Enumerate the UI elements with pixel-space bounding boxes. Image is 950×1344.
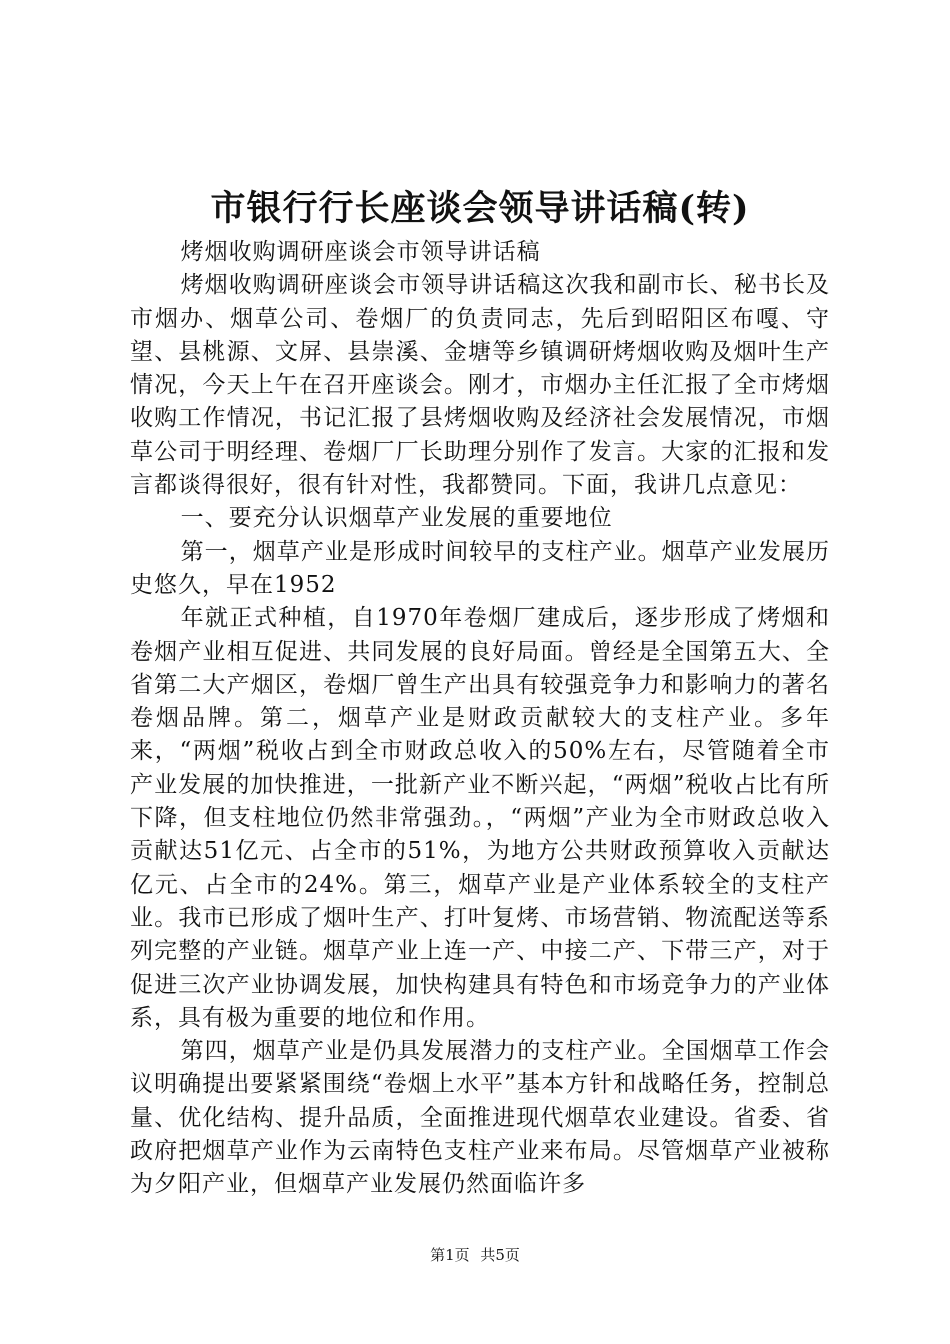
paragraph-fourth-point: 第四，烟草产业是仍具发展潜力的支柱产业。全国烟草工作会议明确提出要紧紧围绕“卷烟上水平”基本方针和战略任务，控制总量、优化结构、提升品质，全面推进现代烟草农业建设。省委、省政府把烟草产业作为云南特色支柱产业来布局。尽管烟草产业被称为夕阳产业，但烟草产业发展仍然面临许多 bbox=[130, 1038, 830, 1198]
paragraph-intro: 烤烟收购调研座谈会市领导讲话稿这次我和副市长、秘书长及市烟办、烟草公司、卷烟厂的负责同志，先后到昭阳区布嘎、守望、县桃源、文屏、县崇溪、金塘等乡镇调研烤烟收购及烟叶生产情况，今天上午在召开座谈会。刚才，市烟办主任汇报了全市烤烟收购工作情况，书记汇报了县烤烟收购及经济社会发展情况，市烟草公司于明经理、卷烟厂厂长助理分别作了发言。大家的汇报和发言都谈得很好，很有针对性，我都赞同。下面，我讲几点意见： bbox=[130, 272, 830, 499]
page-number: 第1页 bbox=[430, 1246, 470, 1264]
paragraph-subtitle: 烤烟收购调研座谈会市领导讲话稿 bbox=[180, 239, 541, 265]
page-footer bbox=[0, 1244, 950, 1265]
document-page bbox=[130, 182, 830, 1202]
section-heading: 一、要充分认识烟草产业发展的重要地位 bbox=[180, 505, 613, 532]
paragraph-first-point: 第一，烟草产业是形成时间较早的支柱产业。烟草产业发展历史悠久，早在1952 bbox=[130, 538, 830, 598]
document-title: 市银行行长座谈会领导讲话稿(转) bbox=[210, 188, 750, 229]
page-total: 共5页 bbox=[480, 1246, 520, 1264]
paragraph-history: 年就正式种植，自1970年卷烟厂建成后，逐步形成了烤烟和卷烟产业相互促进、共同发展的良好局面。曾经是全国第五大、全省第二大产烟区，卷烟厂曾生产出具有较强竞争力和影响力的著名卷烟品牌。第二，烟草产业是财政贡献较大的支柱产业。多年来，“两烟”税收占到全市财政总收入的50%左右，尽管随着全市产业发展的加快推进，一批新产业不断兴起，“两烟”税收占比有所下降，但支柱地位仍然非常强劲。，“两烟”产业为全市财政总收入贡献达51亿元、占全市的51%，为地方公共财政预算收入贡献达亿元、占全市的24%。第三，烟草产业是产业体系较全的支柱产业。我市已形成了烟叶生产、打叶复烤、市场营销、物流配送等系列完整的产业链。烟草产业上连一产、中接二产、下带三产，对于促进三次产业协调发展，加快构建具有特色和市场竞争力的产业体系，具有极为重要的地位和作用。 bbox=[130, 605, 830, 1031]
